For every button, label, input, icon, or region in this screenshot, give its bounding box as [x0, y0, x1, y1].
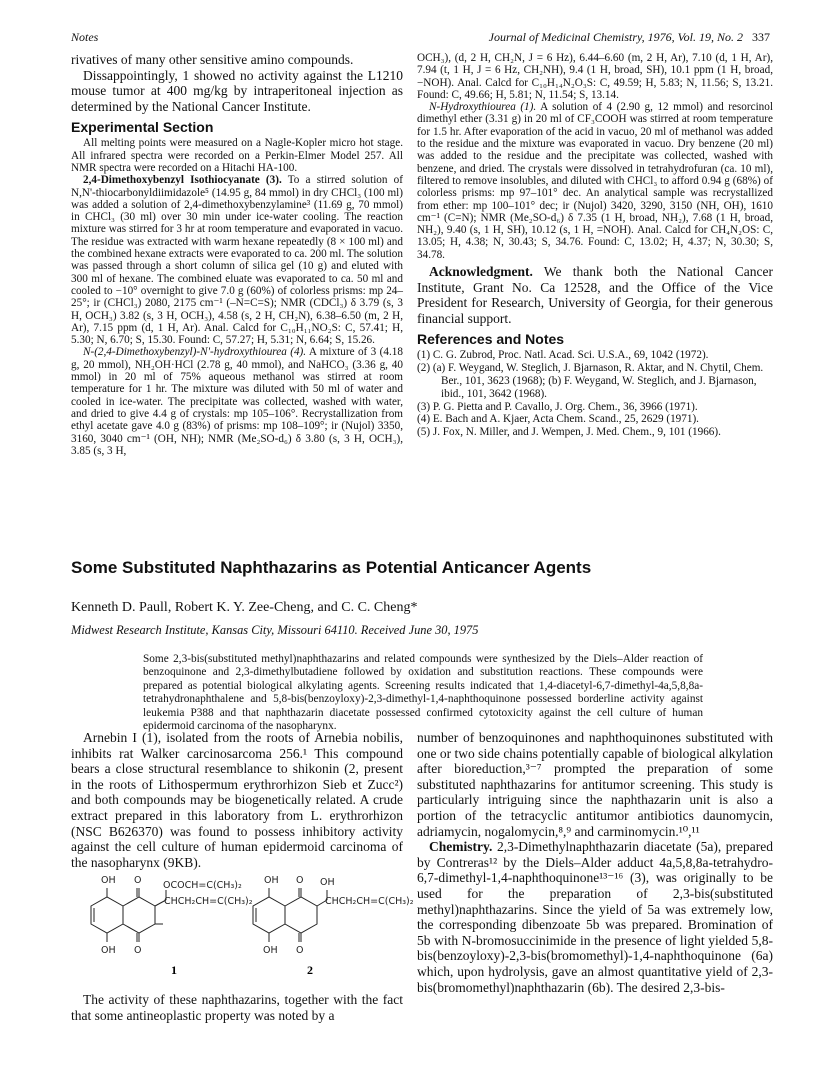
page-number: 337 — [752, 30, 770, 44]
reference-item: (3) P. G. Pietta and P. Cavallo, J. Org. Chem., 36, 3966 (1971). — [417, 400, 698, 413]
references-list — [417, 349, 773, 439]
s2-oh-side: OH — [320, 877, 335, 888]
chemistry-para — [417, 839, 773, 995]
s1-chain: CHCH₂CH=C(CH₃)₂ — [164, 896, 253, 907]
references-heading: References and Notes — [417, 331, 565, 348]
s1-o-top: O — [134, 875, 142, 886]
experimental-para-1: All melting points were measured on a Nagle-Kopler micro hot stage. All infrared spectra were recorded on a Perkin-Elmer Model 257. All NMR spectra were recorded on a Hitachi HA-100. — [71, 137, 403, 174]
compound-4-title: N-(2,4-Dimethoxybenzyl)-N'-hydroxythiourea (4). — [83, 346, 307, 359]
reference-item: (5) J. Fox, N. Miller, and J. Wempen, J. Med. Chem., 9, 101 (1966). — [417, 426, 721, 439]
article-abstract: Some 2,3-bis(substituted methyl)naphthazarins and related compounds were synthesized by the Diels–Alder reaction of benzoquinone and 2,3-dimethylbutadiene followed by oxidation and substitution reactions. These compounds were prepared as potential biological alkylating agents. Screening results indicated that 1,4-diacetyl-6,7-dimethyl-4a,5,8,8a-tetrahydronaphthalene and 5,8-bis(benzoyloxy)-2,3-dimethyl-1,4-naphthoquinone possessed borderline activity against leukemia P388 and that naphthazarin diacetate possessed confirmed cytotoxicity against the cell culture of human epidermoid carcinoma of the nasopharynx. — [143, 653, 703, 733]
intro-para: Arnebin I (1), isolated from the roots of Arnebia nobilis, inhibits rat Walker carcinosarcoma 256.¹ This compound bears a close structural resemblance to shikonin (2, present in the roots of Lithospermum erythrorhizon Sieb et Zucc²) and both compounds may be biogenetically related. A crude extract prepared in this laboratory from L. erythrorhizon (NSC B626370) was found to possess inhibitory activity against the cell culture of human epidermoid carcinoma of the nasopharynx (9KB). — [71, 730, 403, 870]
compound-3-para — [71, 174, 403, 346]
compound-3-text: To a stirred solution of N,N'-thiocarbonyldiimidazole⁵ (14.95 g, 84 mmol) in dry CHCl₃ (100 ml) was added a solution of 2,4-dimethoxybenzylamine³ (11.69 g, 70 mmol) in CHCl₃ (30 ml) over 30 min under ice-water cooling. The reaction mixture was stirred for 3 hr at room temperature and evaporated in vacuo. The residue was extracted with warm hexane repeatedly (8 × 100 ml) and the combined hexane extracts were evaporated to ca. 200 ml. The solution was passed through a short column of silica gel (10 g) and eluted with 300 ml of hexane. The combined eluate was evaporated to ca. 50 ml and cooled to −10° overnight to give 7.0 g (60%) of colorless prisms: mp 24–25°; ir (CHCl₃) 2080, 2175 cm⁻¹ (–N=C=S); NMR (CDCl₃) δ 3.79 (s, 3 H, OCH₃) 3.82 (s, 3 H, OCH₃), 4.58 (s, 2 H, CH₂N), 6.38–6.50 (m, 2 H, Ar), 7.15 ppm (d, 1 H, Ar). Anal. Calcd for C₁₀H₁₁NO₂S: C, 57.41; H, 5.30; N, 6.70; S, 15.30. Found: C, 57.27; H, 5.31; N, 6.64; S, 15.26. — [71, 174, 403, 347]
rationale-para: number of benzoquinones and naphthoquinones substituted with one or two side chains potentially capable of biological alkylation after bioreduction,³⁻⁷ prompted the preparation of some substituted naphthazarins for antitumor screening. This study is particularly intriguing since the naphthazarin unit is also a portion of the tetracyclic antitumor antibiotics daunomycin, adriamycin, nogalomycin,⁸,⁹ and carminomycin.¹⁰,¹¹ — [417, 730, 773, 839]
continued-para: OCH₃), (d, 2 H, CH₂N, J = 6 Hz), 6.44–6.60 (m, 2 H, Ar), 7.10 (d, 1 H, Ar), 7.94 (t, 1 H, J = 6 Hz, CH₂NH), 9.4 (1 H, broad, SH), 10.1 ppm (1 H, broad, −NOH). Anal. Calcd for C₁₀H₁₄N₂O₃S: C, 49.59; H, 5.83; N, 11.56; S, 13.21. Found: C, 49.66; H, 5.81; N, 11.54; S, 13.14. — [417, 52, 773, 101]
structure-1 — [91, 888, 166, 942]
reference-item: (4) E. Bach and A. Kjaer, Acta Chem. Scand., 25, 2629 (1971). — [417, 413, 699, 426]
s2-label: 2 — [307, 963, 313, 977]
chemistry-text: 2,3-Dimethylnaphthazarin diacetate (5a), prepared by Contreras¹² by the Diels–Alder adduct 4a,5,8,8a-tetrahydro-6,7-dimethyl-1,4-naphthoquinone¹³⁻¹⁶ (3), was originally to be used for the preparation of 2,3-bis(substituted methyl)naphthazarins. Since the yield of 5a was extremely low, the corresponding dibenzoate 5b was prepared. Bromination of 5b with N-bromosuccinimide in the presence of light yielded 5,8-bis(benzoyloxy)-2,3-bis(bromomethyl)-1,4-naphthoquinone (6a) which, upon hydrolysis, gave an almost quantitative yield of 2,3-bis(bromomethyl)naphthazarin (6b). The desired 2,3-bis- — [417, 839, 773, 995]
journal-name: Journal of Medicinal Chemistry, 1976, Vol. 19, No. 2 — [488, 30, 743, 44]
reference-item: (2) (a) F. Weygand, W. Steglich, J. Bjarnason, R. Aktar, and N. Chytil, Chem. Ber., 101, 3623 (1968); (b) F. Weygand, W. Steglich, and J. Bjarnason, ibid., 101, 3642 (1968). — [417, 362, 764, 400]
prev-intro-para-1: rivatives of many other sensitive amino compounds. — [71, 52, 354, 67]
article-authors: Kenneth D. Paull, Robert K. Y. Zee-Cheng, and C. C. Cheng* — [71, 600, 418, 615]
prev-article-right-column — [417, 52, 773, 439]
acknowledgment-para — [417, 264, 773, 326]
s2-oh-top: OH — [264, 875, 279, 886]
prev-article-left-column — [71, 52, 403, 457]
s1-o-bot: O — [134, 945, 142, 956]
article-title: Some Substituted Naphthazarins as Potential Anticancer Agents — [71, 558, 592, 577]
prev-intro-para-2: Dissappointingly, 1 showed no activity against the L1210 mouse tumor at 400 mg/kg by intraperitoneal injection as determined by the National Cancer Institute. — [71, 67, 403, 114]
s2-chain: CHCH₂CH=C(CH₃)₂ — [325, 896, 414, 907]
chemistry-title: Chemistry. — [429, 839, 493, 855]
compound-1-para — [417, 101, 773, 261]
reference-item: (1) C. G. Zubrod, Proc. Natl. Acad. Sci. U.S.A., 69, 1042 (1972). — [417, 349, 709, 362]
compound-4-para — [71, 346, 403, 457]
article-left-column — [71, 730, 403, 870]
compound-3-title: 2,4-Dimethoxybenzyl Isothiocyanate (3). — [83, 174, 282, 187]
acknowledgment-text: We thank both the National Cancer Institute, Grant No. Ca 12528, and the Office of the Vice President for Research, University of Georgia, for their generous financial support. — [417, 264, 773, 326]
s1-label: 1 — [171, 963, 177, 977]
s2-oh-bot: OH — [263, 945, 278, 956]
s1-oh-bot: OH — [101, 945, 116, 956]
article-affiliation: Midwest Research Institute, Kansas City, Missouri 64110. Received June 30, 1975 — [71, 623, 479, 637]
article-left-column-continued — [71, 992, 403, 1023]
compound-4-text: A mixture of 3 (4.18 g, 20 mmol), NH₂OH·HCl (2.78 g, 40 mmol), and NaHCO₃ (3.36 g, 40 mmol) in 20 ml of 75% aqueous methanol was stirred at room temperature for 1 hr. The mixture was diluted with 50 ml of water and cooled in ice-water. The precipitate was collected, washed with water, and dried to give 4.4 g of crystals: mp 105–106°. Recrystallization from ethyl acetate gave 4.0 g (83%) of prisms: mp 108–109°; ir (Nujol) 3350, 3160, 3040 cm⁻¹ (OH, NH); NMR (Me₂SO-d₆) δ 3.80 (s, 3 H, OCH₃), 3.85 (s, 3 H, — [71, 346, 403, 457]
s1-side: OCOCH=C(CH₃)₂ — [163, 880, 242, 891]
journal-citation — [430, 30, 770, 45]
experimental-heading: Experimental Section — [71, 119, 214, 136]
compound-1-text: A solution of 4 (2.90 g, 12 mmol) and resorcinol dimethyl ether (3.31 g) in 20 ml of CF₃COOH was stirred at room temperature for 1.5 hr. After evaporation of the acid in vacuo, 20 ml of methanol was added to the residue and the mixture was evaporated in vacuo. Dry benzene (20 ml) was added to the residue and the precipitate was collected, washed with benzene, and dried. The crystals were dissolved in tetrahydrofuran (ca. 10 ml), filtered to remove insolubles, and diluted with CHCl₃ to afford 0.94 g (68%) of colorless prisms: mp 97–101° dec. An analytical sample was recrystallized from ether: mp 100–101° dec; ir (Nujol) 3420, 3290, 3150 (NH, OH), 1610 cm⁻¹ (C=N); NMR (Me₂SO-d₆) δ 7.35 (1 H, broad, NH₂), 7.68 (1 H, broad, NH₂), 9.40 (s, 1 H, SH), 10.12 (s, 1 H, =NOH). Anal. Calcd for CH₄N₂OS: C, 13.05; H, 4.38; N, 30.43; S, 34.76. Found: C, 13.02; H, 4.37; N, 30.30; S, 34.78. — [417, 101, 773, 261]
acknowledgment-title: Acknowledgment. — [429, 264, 533, 280]
activity-para: The activity of these naphthazarins, together with the fact that some antineoplastic property was noted by a — [71, 992, 403, 1023]
compound-1-title: N-Hydroxythiourea (1). — [429, 101, 537, 114]
structure-2 — [253, 888, 327, 942]
structures-figure — [71, 868, 414, 993]
s2-o-top: O — [296, 875, 304, 886]
article-right-column — [417, 730, 773, 995]
s2-o-bot: O — [296, 945, 304, 956]
s1-oh-top: OH — [101, 875, 116, 886]
section-label: Notes — [71, 30, 99, 44]
